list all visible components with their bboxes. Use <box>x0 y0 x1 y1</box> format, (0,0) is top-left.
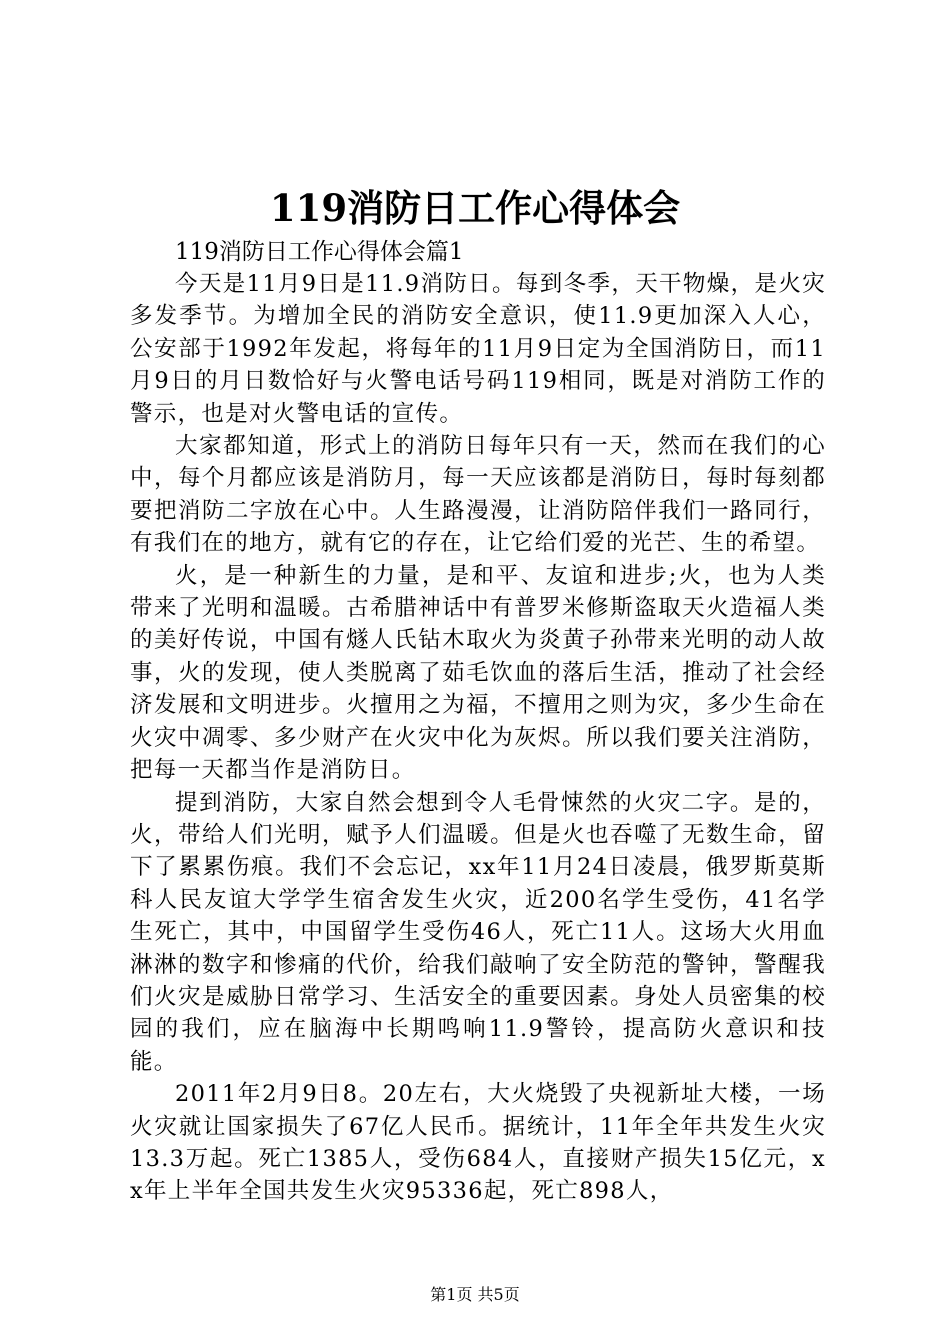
paragraph-4: 提到消防，大家自然会想到令人毛骨悚然的火灾二字。是的，火，带给人们光明，赋予人们温暖。但是火也吞噬了无数生命，留下了累累伤痕。我们不会忘记，xx年11月24日凌晨，俄罗斯莫斯科人民友谊大学学生宿舍发生火灾，近200名学生受伤，41名学生死亡，其中，中国留学生受伤46人，死亡11人。这场大火用血淋淋的数字和惨痛的代价，给我们敲响了安全防范的警钟，警醒我们火灾是威胁日常学习、生活安全的重要因素。身处人员密集的校园的我们，应在脑海中长期鸣响11.9警铃，提高防火意识和技能。 <box>130 789 826 1075</box>
paragraph-5: 2011年2月9日8。20左右，大火烧毁了央视新址大楼，一场火灾就让国家损失了67亿人民币。据统计，11年全年共发生火灾13.3万起。死亡1385人，受伤684人，直接财产损失15亿元，xx年上半年全国共发生火灾95336起，死亡898人， <box>130 1081 826 1205</box>
paragraph-2: 大家都知道，形式上的消防日每年只有一天，然而在我们的心中，每个月都应该是消防月，每一天应该都是消防日，每时每刻都要把消防二字放在心中。人生路漫漫，让消防陪伴我们一路同行，有我们在的地方，就有它的存在，让它给们爱的光芒、生的希望。 <box>130 433 826 557</box>
section-heading: 119消防日工作心得体会篇1 <box>175 239 464 265</box>
page-footer: 第1页 共5页 <box>430 1285 520 1304</box>
document-title: 119消防日工作心得体会 <box>269 186 681 230</box>
paragraph-1: 今天是11月9日是11.9消防日。每到冬季，天干物燥，是火灾多发季节。为增加全民的消防安全意识，使11.9更加深入人心，公安部于1992年发起，将每年的11月9日定为全国消防日，而11月9日的月日数恰好与火警电话号码119相同，既是对消防工作的警示，也是对火警电话的宣传。 <box>130 271 826 427</box>
document-body <box>130 236 826 1208</box>
paragraph-3: 火，是一种新生的力量，是和平、友谊和进步;火，也为人类带来了光明和温暖。古希腊神话中有普罗米修斯盗取天火造福人类的美好传说，中国有燧人氏钻木取火为炎黄子孙带来光明的动人故事，火的发现，使人类脱离了茹毛饮血的落后生活，推动了社会经济发展和文明进步。火擅用之为福，不擅用之则为灾，多少生命在火灾中凋零、多少财产在火灾中化为灰烬。所以我们要关注消防，把每一天都当作是消防日。 <box>130 562 826 784</box>
